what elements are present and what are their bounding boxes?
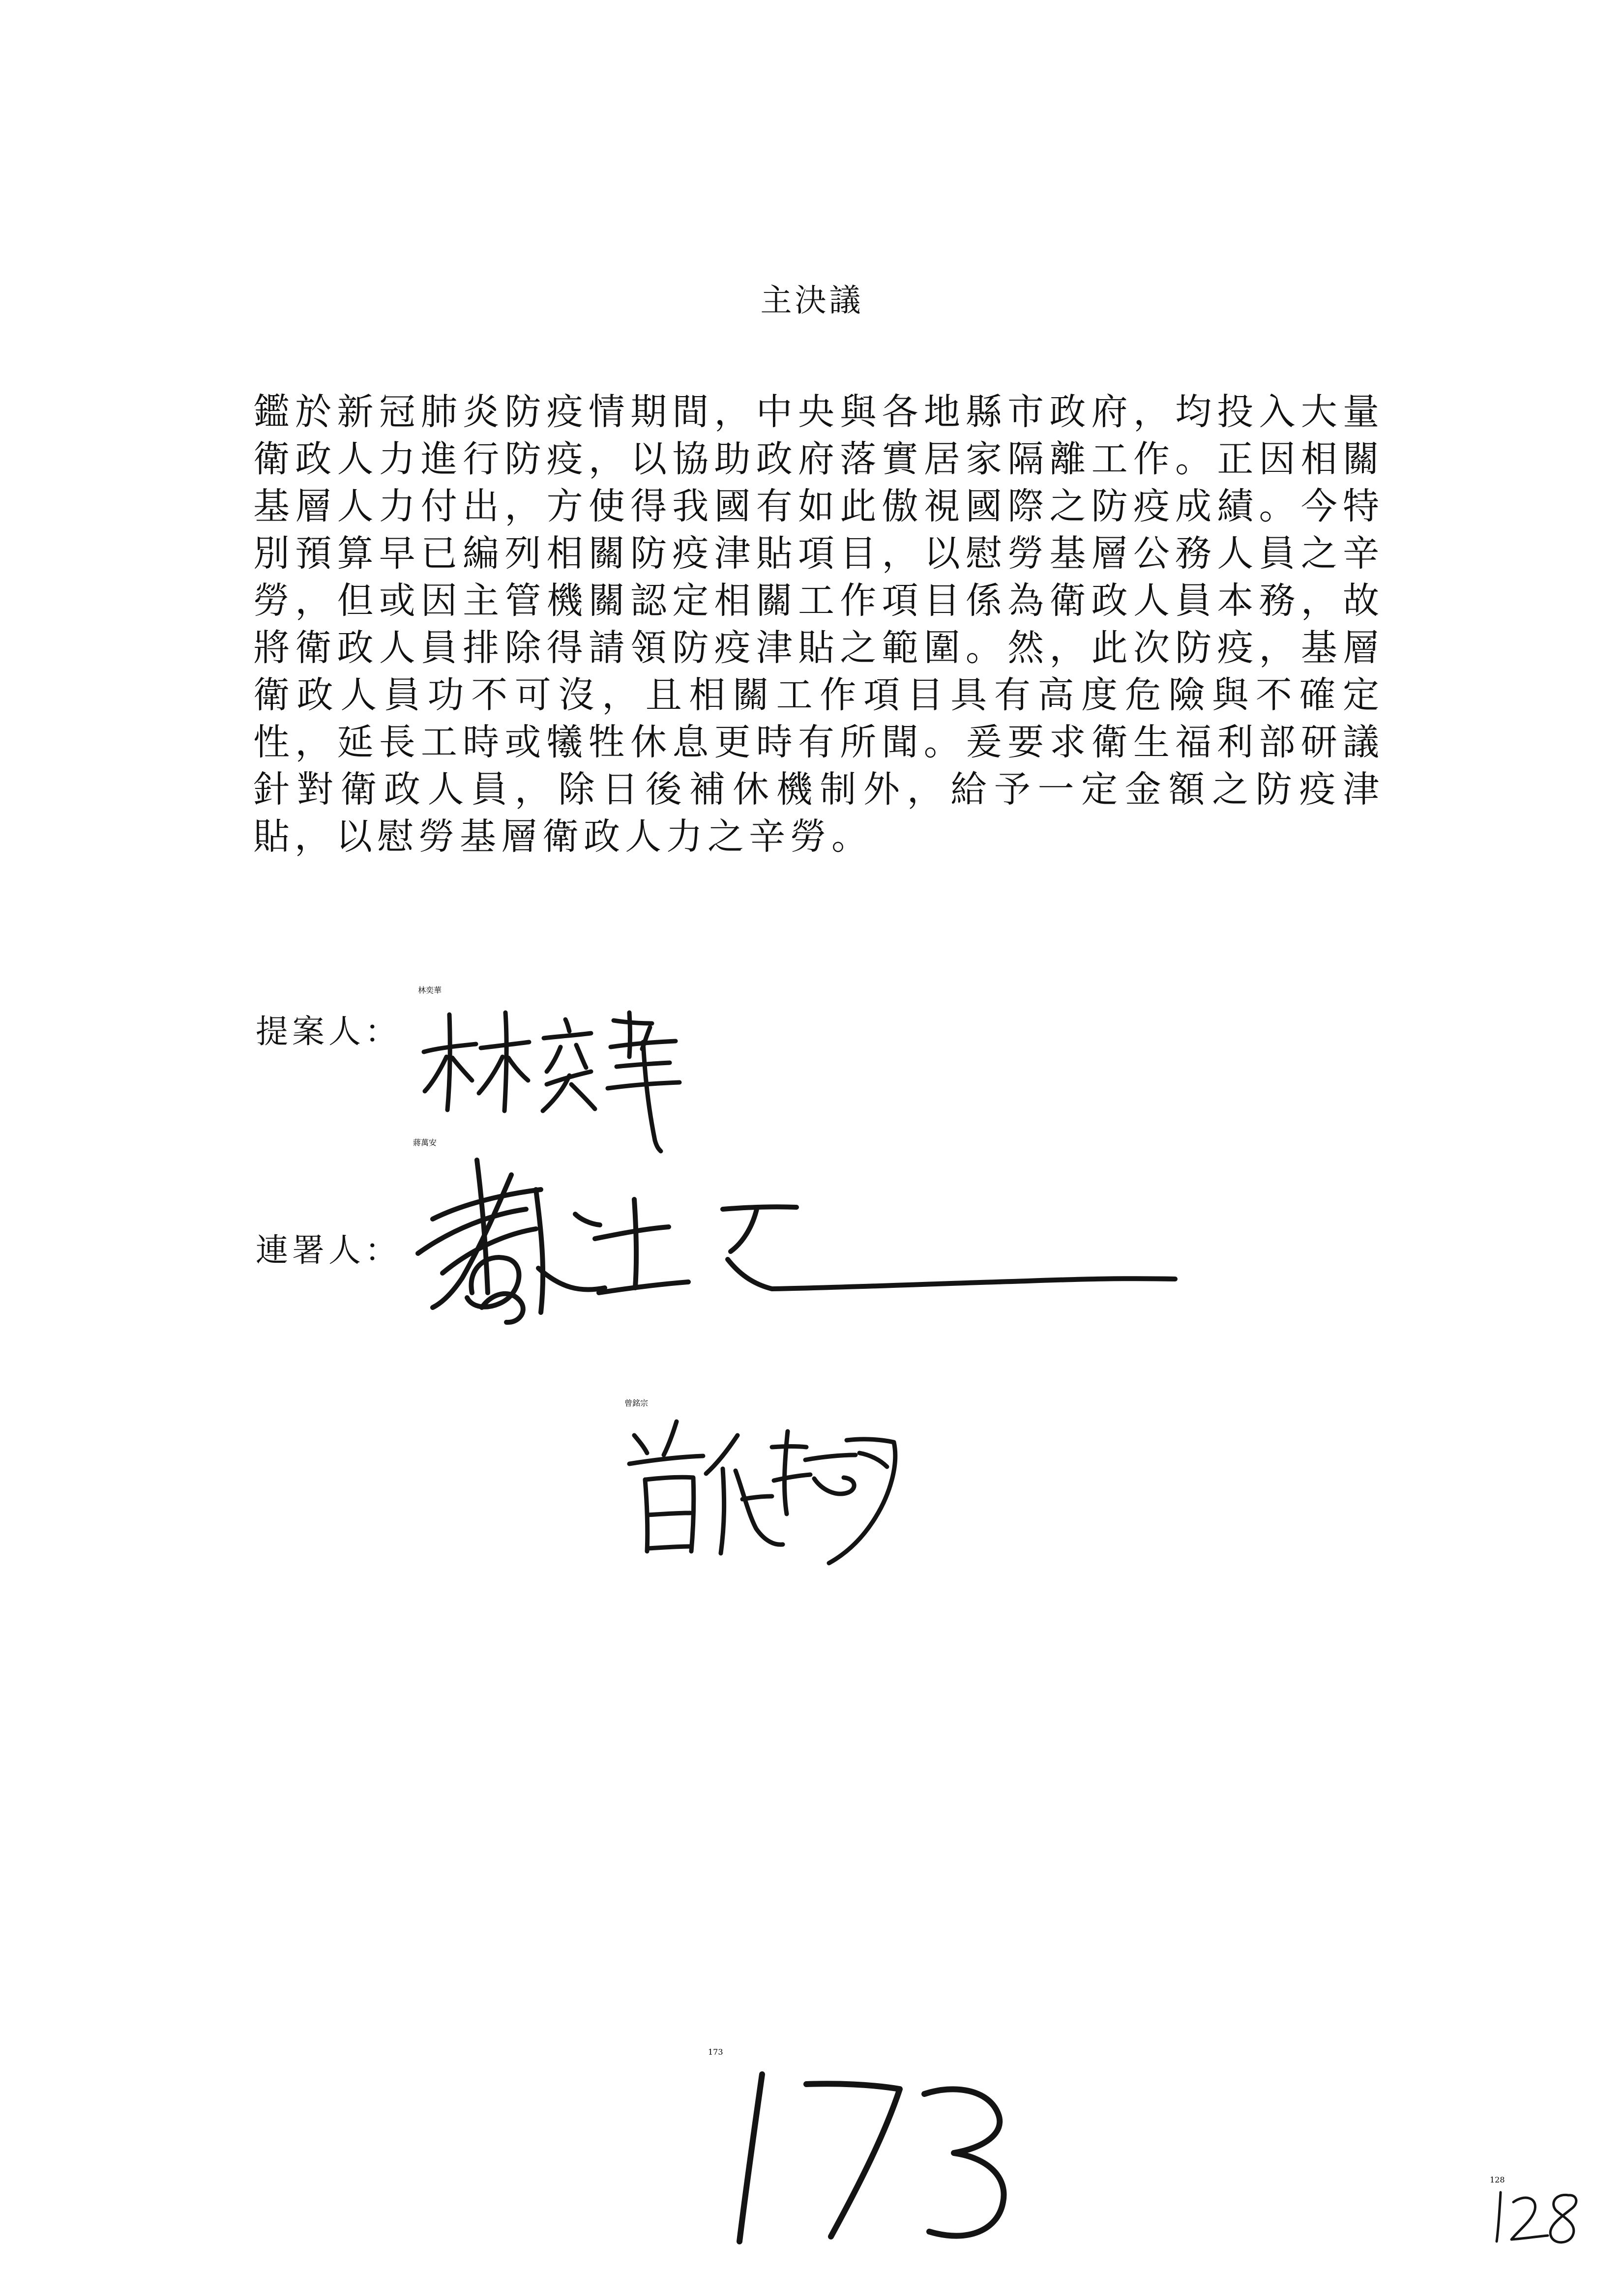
cosigner-signature-2 (624, 1398, 919, 1573)
cosigner-name-2: 曾銘宗 (624, 1398, 649, 1408)
cosigner-label: 連署人： (256, 1231, 401, 1269)
page-number-small-text: 128 (1490, 2175, 1505, 2184)
proposer-name: 林奕華 (418, 986, 442, 995)
page-title: 主決議 (760, 283, 864, 319)
page-number-large (708, 2047, 1023, 2261)
page-number-small (1490, 2175, 1588, 2251)
cosigner-name-1: 蔣萬安 (413, 1138, 437, 1147)
proposer-label: 提案人： (256, 1013, 401, 1050)
page-number-large-text: 173 (708, 2047, 723, 2057)
cosigner-signature-1 (413, 1138, 1180, 1352)
proposer-signature (418, 986, 693, 1155)
resolution-body: 鑑於新冠肺炎防疫情期間，中央與各地縣市政府，均投入大量衛政人力進行防疫，以協助政府落實居家隔離工作。正因相關基層人力付出，方使得我國有如此傲視國際之防疫成績。今特別預算早已編列相關防疫津貼項目，以慰勞基層公務人員之辛勞，但或因主管機關認定相關工作項目係為衛政人員本務，故將衛政人員排除得請領防疫津貼之範圍。然，此次防疫，基層衛政人員功不可沒，且相關工作項目具有高度危險與不確定性，延長工時或犧牲休息更時有所聞。爰要求衛生福利部研議針對衛政人員，除日後補休機制外，給予一定金額之防疫津貼，以慰勞基層衛政人力之辛勞。 (253, 391, 1384, 858)
